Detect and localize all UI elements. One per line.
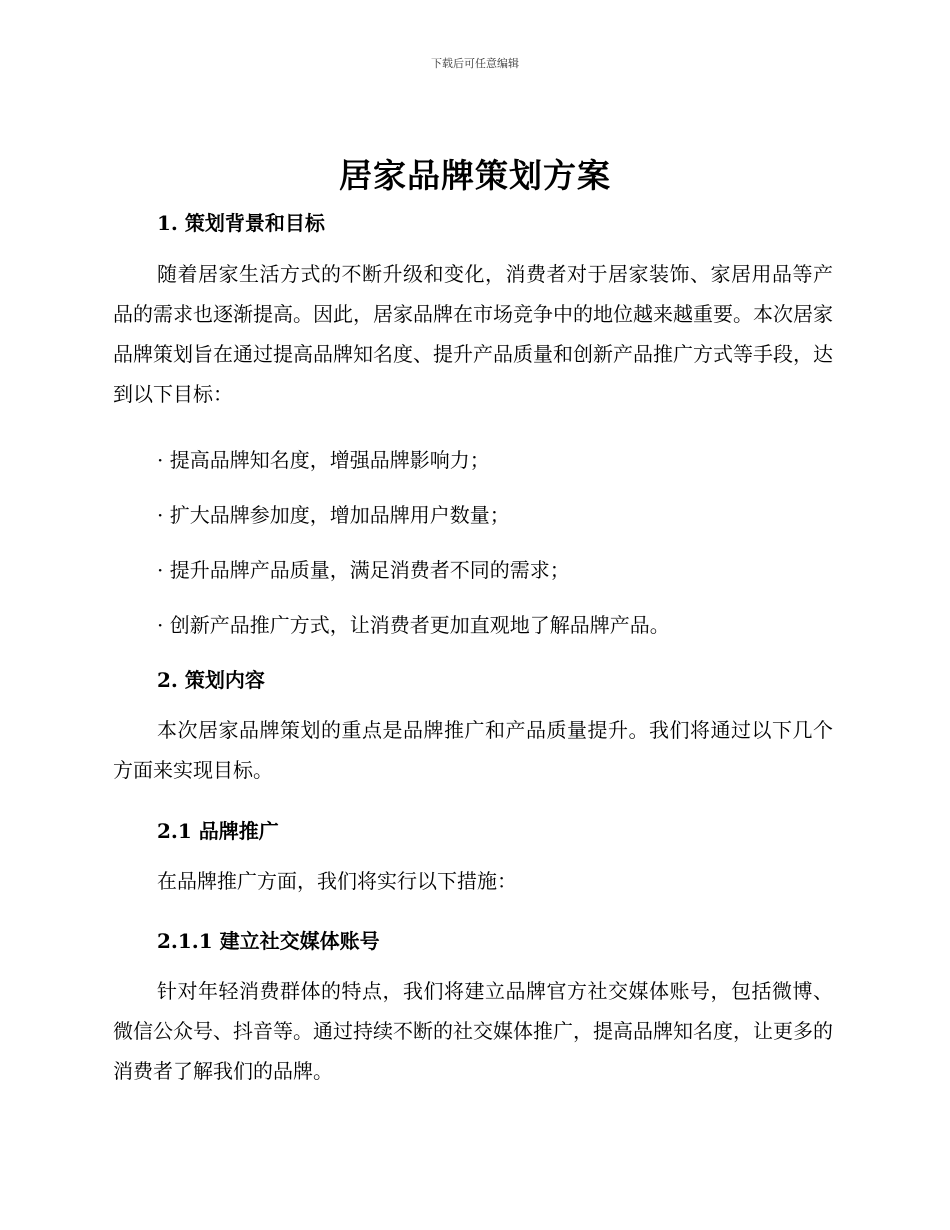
section-2-1-paragraph: 在品牌推广方面，我们将实行以下措施： (157, 869, 517, 893)
section-heading-2-1: 2.1 品牌推广 (157, 819, 279, 843)
bullet-item: · 提高品牌知名度，增强品牌影响力； (157, 448, 490, 472)
header-note: 下载后可任意编辑 (431, 57, 519, 70)
section-heading-1: 1. 策划背景和目标 (157, 211, 325, 235)
section-2-1-1-paragraph: 针对年轻消费群体的特点，我们将建立品牌官方社交媒体账号，包括微博、微信公众号、抖音等。通过持续不断的社交媒体推广，提高品牌知名度，让更多的消费者了解我们的品牌。 (113, 979, 833, 1083)
section-heading-2-1-1: 2.1.1 建立社交媒体账号 (157, 929, 380, 953)
bullet-item: · 提升品牌产品质量，满足消费者不同的需求； (157, 558, 570, 582)
section-heading-2: 2. 策划内容 (157, 668, 265, 692)
section-2-paragraph: 本次居家品牌策划的重点是品牌推广和产品质量提升。我们将通过以下几个方面来实现目标。 (113, 718, 833, 782)
document-title: 居家品牌策划方案 (339, 156, 611, 195)
bullet-item: · 扩大品牌参加度，增加品牌用户数量； (157, 503, 510, 527)
bullet-item: · 创新产品推广方式，让消费者更加直观地了解品牌产品。 (157, 613, 670, 637)
section-1-paragraph: 随着居家生活方式的不断升级和变化，消费者对于居家装饰、家居用品等产品的需求也逐渐提高。因此，居家品牌在市场竞争中的地位越来越重要。本次居家品牌策划旨在通过提高品牌知名度、提升产品质量和创新产品推广方式等手段，达到以下目标： (113, 262, 833, 406)
